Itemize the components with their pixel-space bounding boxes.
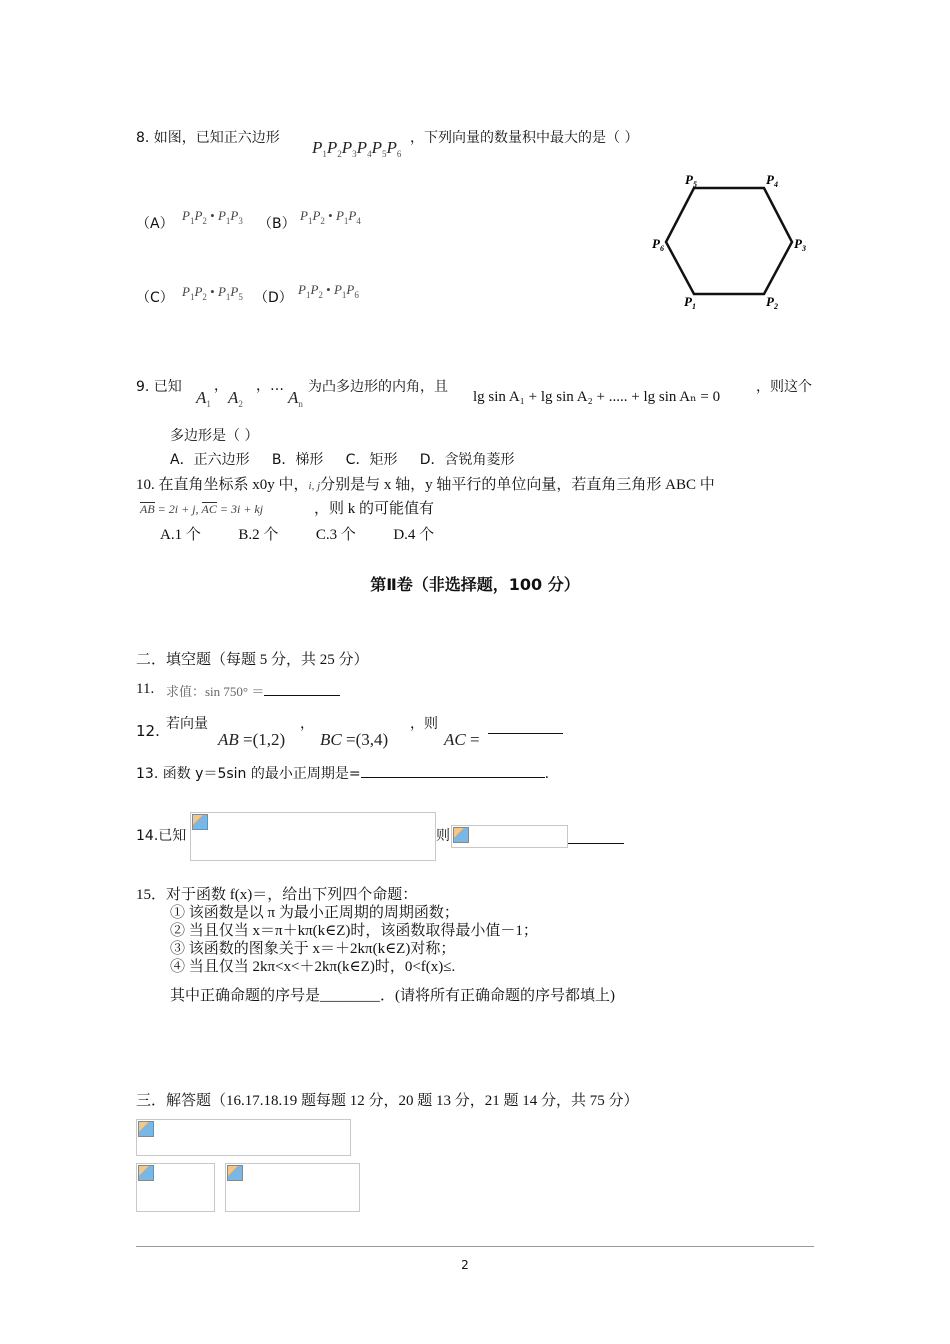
broken-image-icon bbox=[138, 1121, 154, 1137]
q9-equation: lg sin A₁ + lg sin A₂ + ..... + lg sin Aₙ = 0 bbox=[473, 389, 721, 405]
q9-comma1: ， bbox=[214, 378, 228, 394]
q15-statement-3: ③ 该函数的图象关于 x＝＋2kπ(k∈Z)对称； bbox=[170, 941, 456, 957]
q8-option-a-label: （A） bbox=[136, 216, 174, 232]
q12-answer-blank[interactable] bbox=[488, 716, 563, 734]
q15-statement-1: ① 该函数是以 π 为最小正周期的周期函数； bbox=[170, 905, 459, 921]
hex-label-p3: $P_3$ bbox=[794, 236, 806, 253]
q10-stem: 10. 在直角坐标系 x0y 中，i, j分别是与 x 轴，y 轴平行的单位向量，若直角三角形 ABC 中 bbox=[136, 477, 715, 493]
q12-number: 12. bbox=[136, 722, 160, 740]
q8-hexagon-name: $P_1P_2P_3P_4P_5P_6$ bbox=[312, 138, 402, 159]
hex-label-p2: $P_2$ bbox=[766, 294, 778, 311]
q12-stem: 若向量 bbox=[166, 716, 208, 732]
q15-tail: 其中正确命题的序号是________．(请将所有正确命题的序号都填上) bbox=[170, 988, 615, 1004]
q16-part1-image bbox=[136, 1163, 215, 1212]
q14-condition-image bbox=[190, 812, 436, 861]
q15-statement-4: ④ 当且仅当 2kπ<x<＋2kπ(k∈Z)时，0<f(x)≤. bbox=[170, 959, 456, 975]
q14-mid: 则 bbox=[436, 828, 450, 844]
q9-comma2: ，… bbox=[256, 378, 284, 394]
q8-option-d: $P_1P_2$ • $P_1P_6$ bbox=[298, 282, 359, 300]
q10-line2-tail: ，则 k 的可能值有 bbox=[314, 501, 435, 517]
q12-mid: ，则 bbox=[410, 716, 438, 732]
part2-title: 第Ⅱ卷（非选择题，100 分） bbox=[370, 575, 580, 594]
q8-option-c-label: （C） bbox=[136, 290, 174, 306]
q9-mid: 为凸多边形的内角，且 bbox=[308, 379, 448, 395]
solve-heading: 三．解答题（16.17.18.19 题每题 12 分，20 题 13 分，21 题 14 分，共 75 分） bbox=[136, 1093, 639, 1109]
q9-a1: $A_1$ bbox=[196, 388, 211, 409]
hex-label-p6: $P_6$ bbox=[652, 236, 664, 253]
q10-vectors: AB = 2i + j, AC = 3i + kj bbox=[140, 502, 264, 516]
q15-statement-2: ② 当且仅当 x＝π＋kπ(k∈Z)时，该函数取得最小值－1； bbox=[170, 923, 538, 939]
q14-expression-image bbox=[451, 825, 568, 848]
q9-a2: $A_2$ bbox=[228, 388, 243, 409]
q12-ab: AB =(1,2) bbox=[218, 730, 286, 749]
q13-text: 13. 函数 y＝5sin 的最小正周期是= . bbox=[136, 766, 550, 782]
q9-line2: 多边形是（ ） bbox=[170, 428, 259, 444]
hexagon-shape bbox=[666, 188, 792, 294]
q15-stem: 15．对于函数 f(x)＝，给出下列四个命题： bbox=[136, 887, 418, 903]
q9-tail: ，则这个 bbox=[756, 379, 812, 395]
fill-heading: 二．填空题（每题 5 分，共 25 分） bbox=[136, 652, 369, 668]
q8-option-b: $P_1P_2$ • $P_1P_4$ bbox=[300, 208, 361, 226]
broken-image-icon bbox=[227, 1165, 243, 1181]
q9-stem: 9. 已知 bbox=[136, 379, 182, 395]
hex-label-p1: $P_1$ bbox=[684, 294, 696, 311]
q8-option-a: $P_1P_2$ • $P_1P_3$ bbox=[182, 208, 243, 226]
q8-stem: 8. 如图，已知正六边形 bbox=[136, 130, 280, 146]
hex-label-p5: $P_5$ bbox=[685, 172, 697, 189]
q16-image bbox=[136, 1119, 351, 1156]
q12-bc: BC =(3,4) bbox=[320, 730, 389, 749]
broken-image-icon bbox=[138, 1165, 154, 1181]
q11-text: 求值：sin 750° ＝ bbox=[166, 684, 340, 700]
q9-an: $A_n$ bbox=[288, 388, 303, 409]
q8-option-b-label: （B） bbox=[258, 216, 296, 232]
q11-number: 11. bbox=[136, 681, 155, 697]
q12-ac: AC = bbox=[444, 730, 480, 749]
q14-answer-blank[interactable] bbox=[568, 828, 624, 844]
q9-options: A．正六边形 B．梯形 C．矩形 D．含锐角菱形 bbox=[170, 452, 515, 468]
hexagon-figure bbox=[640, 168, 820, 318]
q8-option-d-label: （D） bbox=[254, 290, 293, 306]
broken-image-icon bbox=[453, 827, 469, 843]
q11-answer-blank[interactable] bbox=[264, 695, 340, 696]
q8-tail: ，下列向量的数量积中最大的是（ ） bbox=[410, 130, 639, 146]
q8-option-c: $P_1P_2$ • $P_1P_5$ bbox=[182, 284, 243, 302]
q13-answer-blank[interactable] bbox=[361, 777, 545, 778]
hex-label-p4: $P_4$ bbox=[766, 172, 778, 189]
q10-options: A.1 个 B.2 个 C.3 个 D.4 个 bbox=[160, 527, 435, 543]
page-number: 2 bbox=[461, 1258, 469, 1272]
footer-divider bbox=[136, 1246, 814, 1247]
broken-image-icon bbox=[192, 814, 208, 830]
q14-stem: 14.已知 bbox=[136, 828, 187, 844]
q12-comma: ， bbox=[300, 716, 314, 732]
q16-part2-image bbox=[225, 1163, 360, 1212]
